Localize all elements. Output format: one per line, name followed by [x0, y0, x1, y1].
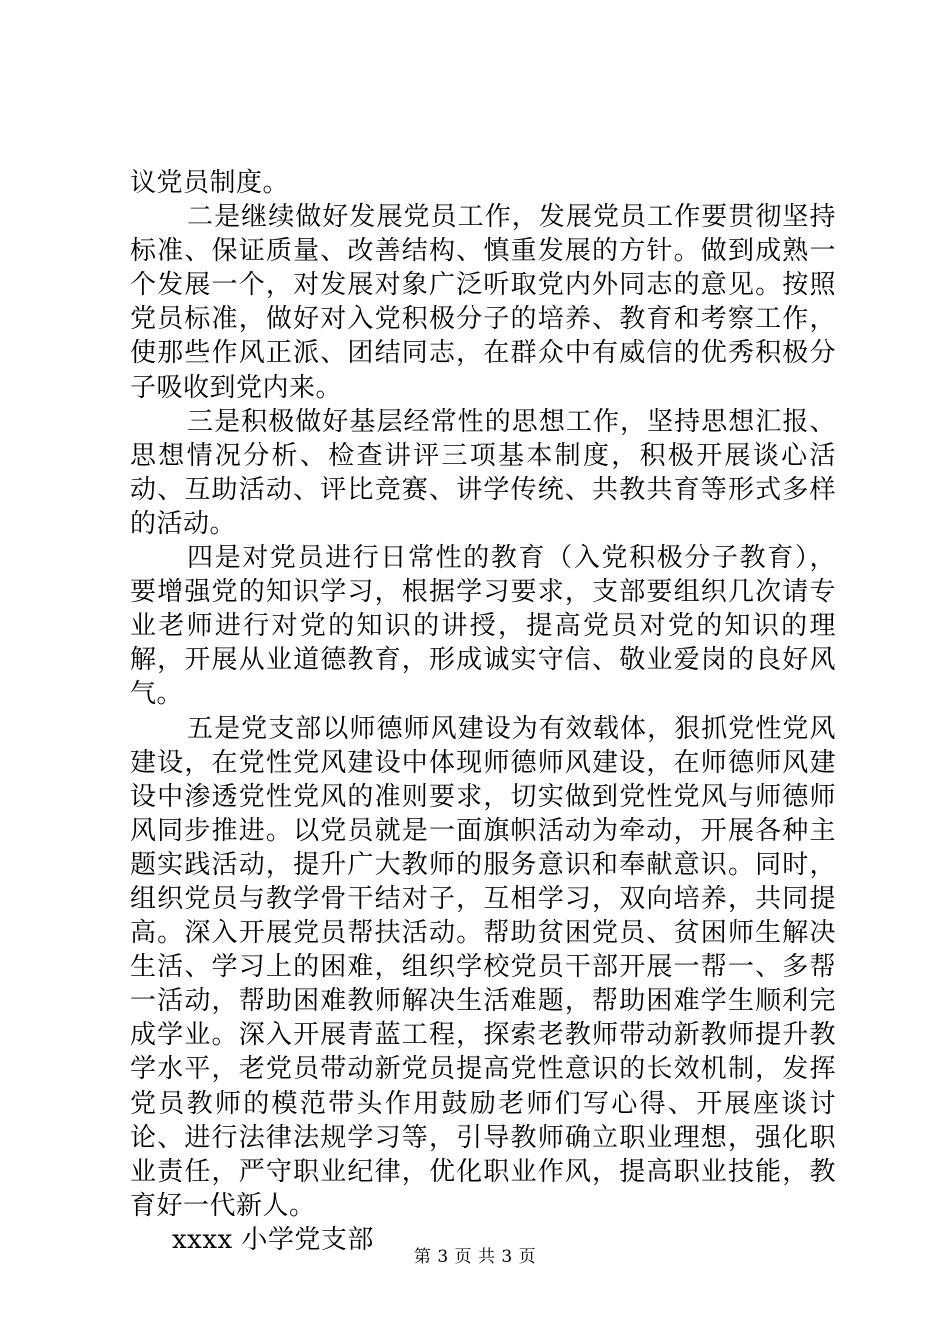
paragraph-item-2: 二是继续做好发展党员工作，发展党员工作要贯彻坚持标准、保证质量、改善结构、慎重发展的方针。做到成熟一个发展一个，对发展对象广泛听取党内外同志的意见。按照党员标准，做好对入党积极分子的培养、教育和考察工作，使那些作风正派、团结同志，在群众中有威信的优秀积极分子吸收到党内来。 [130, 202, 836, 403]
paragraph-item-5: 五是党支部以师德师风建设为有效载体，狠抓党性党风建设，在党性党风建设中体现师德师风建设，在师德师风建设中渗透党性党风的准则要求，切实做到党性党风与师德师风同步推进。以党员就是一面旗帜活动为牵动，开展各种主题实践活动，提升广大教师的服务意识和奉献意识。同时，组织党员与教学骨干结对子，互相学习，双向培养，共同提高。深入开展党员帮扶活动。帮助贫困党员、贫困师生解决生活、学习上的困难，组织学校党员干部开展一帮一、多帮一活动，帮助困难教师解决生活难题，帮助困难学生顺利完成学业。深入开展青蓝工程，探索老教师带动新教师提升教学水平，老党员带动新党员提高党性意识的长效机制，发挥党员教师的模范带头作用鼓励老师们写心得、开展座谈讨论、进行法律法规学习等，引导教师确立职业理想，强化职业责任，严守职业纪律，优化职业作风，提高职业技能，教育好一代新人。 [130, 713, 836, 1221]
paragraph-item-3: 三是积极做好基层经常性的思想工作，坚持思想汇报、思想情况分析、检查讲评三项基本制度，积极开展谈心活动、互助活动、评比竞赛、讲学传统、共教共育等形式多样的活动。 [130, 406, 836, 539]
signature-line: xxxx 小学党支部 [172, 1224, 374, 1255]
paragraph-item-4: 四是对党员进行日常性的教育（入党积极分子教育），要增强党的知识学习，根据学习要求，支部要组织几次请专业老师进行对党的知识的讲授，提高党员对党的知识的理解，开展从业道德教育，形成诚实守信、敬业爱岗的良好风气。 [130, 543, 836, 710]
paragraph-continuation: 议党员制度。 [130, 168, 290, 198]
document-body [130, 166, 836, 1257]
page-footer: 第 3 页 共 3 页 [413, 1247, 537, 1267]
